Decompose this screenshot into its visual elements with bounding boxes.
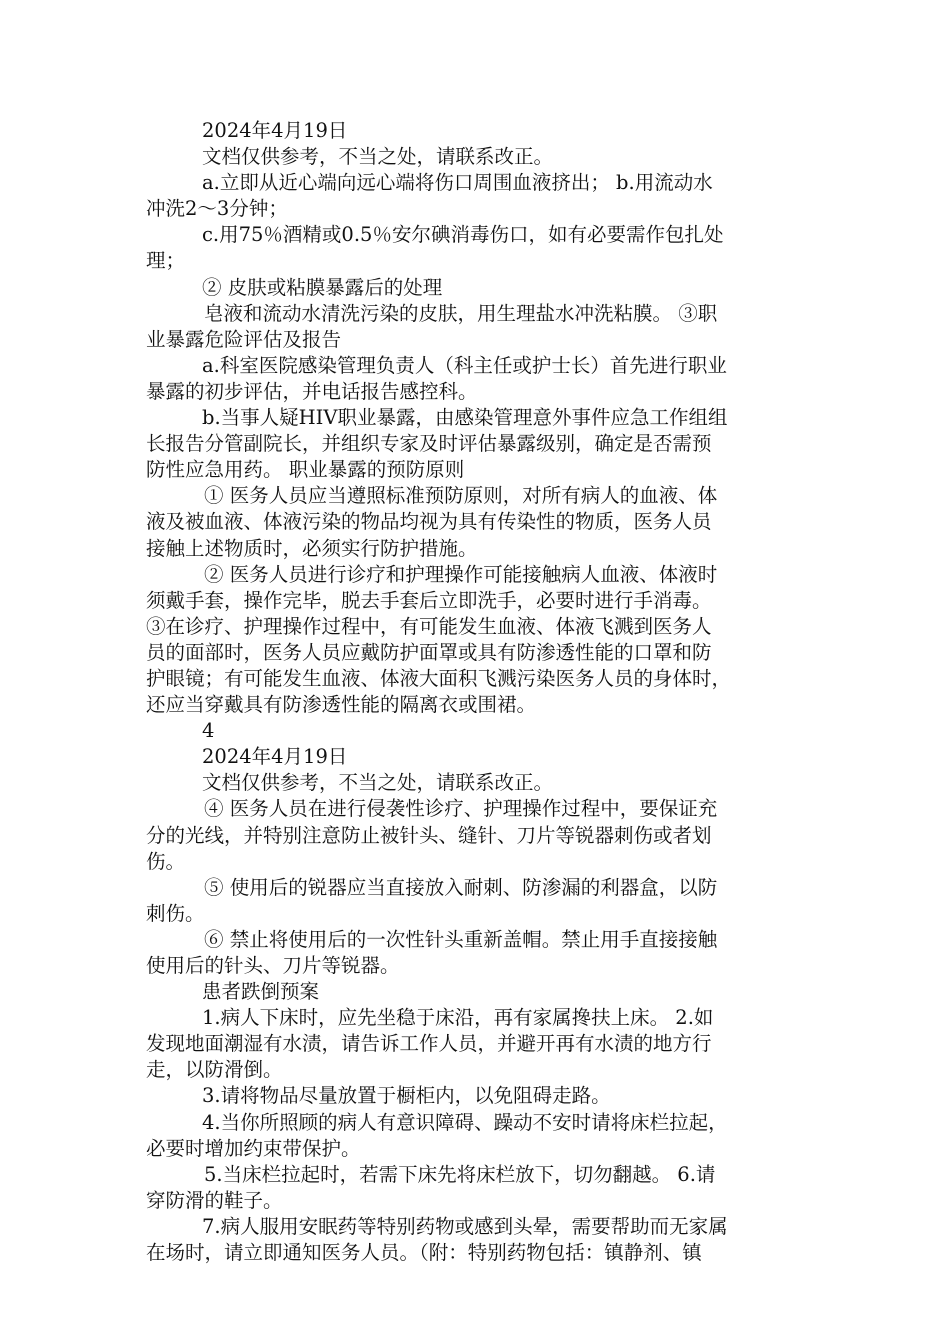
text-line: 冲洗2～3分钟； bbox=[146, 197, 288, 221]
text-line: 文档仅供参考，不当之处，请联系改正。 bbox=[202, 771, 554, 795]
text-line: a.科室医院感染管理负责人（科主任或护士长）首先进行职业 bbox=[202, 353, 727, 377]
text-line: ⑤ 使用后的锐器应当直接放入耐刺、防渗漏的利器盒，以防 bbox=[204, 875, 718, 899]
text-line: 员的面部时，医务人员应戴防护面罩或具有防渗透性能的口罩和防 bbox=[146, 640, 712, 664]
text-line: 还应当穿戴具有防渗透性能的隔离衣或围裙。 bbox=[146, 693, 537, 717]
text-line: b.当事人疑HIV职业暴露，由感染管理意外事件应急工作组组 bbox=[202, 406, 728, 430]
text-line: 穿防滑的鞋子。 bbox=[146, 1188, 283, 1212]
text-line: 4.当你所照顾的病人有意识障碍、躁动不安时请将床栏拉起， bbox=[202, 1110, 728, 1134]
text-line: ⑥ 禁止将使用后的一次性针头重新盖帽。禁止用手直接接触 bbox=[204, 927, 718, 951]
text-line: 4 bbox=[202, 719, 215, 743]
text-line: 5.当床栏拉起时，若需下床先将床栏放下，切勿翻越。 6.请 bbox=[204, 1162, 716, 1186]
text-line: 3.请将物品尽量放置于橱柜内，以免阻碍走路。 bbox=[202, 1084, 611, 1108]
text-line: 发现地面潮湿有水渍，请告诉工作人员，并避开再有水渍的地方行 bbox=[146, 1032, 712, 1056]
text-line: 防性应急用药。 职业暴露的预防原则 bbox=[146, 458, 465, 482]
text-line: 须戴手套，操作完毕，脱去手套后立即洗手，必要时进行手消毒。 bbox=[146, 588, 712, 612]
text-line: ② 皮肤或粘膜暴露后的处理 bbox=[202, 275, 443, 299]
text-line: 必要时增加约束带保护。 bbox=[146, 1136, 361, 1160]
text-line: 患者跌倒预案 bbox=[202, 980, 320, 1004]
text-line: 2024年4月19日 bbox=[202, 745, 348, 769]
text-line: ② 医务人员进行诊疗和护理操作可能接触病人血液、体液时 bbox=[204, 562, 718, 586]
text-line: 长报告分管副院长，并组织专家及时评估暴露级别，确定是否需预 bbox=[146, 432, 712, 456]
text-line: 暴露的初步评估，并电话报告感控科。 bbox=[146, 379, 478, 403]
text-line: 走，以防滑倒。 bbox=[146, 1058, 283, 1082]
text-line: 接触上述物质时，必须实行防护措施。 bbox=[146, 536, 478, 560]
text-line: 在场时，请立即通知医务人员。（附：特别药物包括：镇静剂、镇 bbox=[146, 1241, 702, 1265]
text-line: 刺伤。 bbox=[146, 901, 205, 925]
text-line: a.立即从近心端向远心端将伤口周围血液挤出； b.用流动水 bbox=[202, 171, 713, 195]
text-line: ① 医务人员应当遵照标准预防原则，对所有病人的血液、体 bbox=[204, 484, 718, 508]
text-line: ③在诊疗、护理操作过程中，有可能发生血液、体液飞溅到医务人 bbox=[146, 614, 712, 638]
text-line: 分的光线，并特别注意防止被针头、缝针、刀片等锐器刺伤或者划 bbox=[146, 823, 712, 847]
text-line: 液及被血液、体液污染的物品均视为具有传染性的物质，医务人员 bbox=[146, 510, 712, 534]
text-line: 皂液和流动水清洗污染的皮肤，用生理盐水冲洗粘膜。 ③职 bbox=[204, 301, 718, 325]
text-line: 使用后的针头、刀片等锐器。 bbox=[146, 954, 400, 977]
text-line: 护眼镜；有可能发生血液、体液大面积飞溅污染医务人员的身体时， bbox=[146, 666, 732, 690]
text-line: 业暴露危险评估及报告 bbox=[146, 327, 342, 351]
document-page bbox=[146, 118, 814, 1266]
text-line: 伤。 bbox=[146, 849, 186, 873]
text-line: ④ 医务人员在进行侵袭性诊疗、护理操作过程中，要保证充 bbox=[204, 797, 718, 821]
text-line: c.用75％酒精或0.5％安尔碘消毒伤口，如有必要需作包扎处 bbox=[202, 223, 724, 247]
text-line: 7.病人服用安眠药等特别药物或感到头晕，需要帮助而无家属 bbox=[202, 1214, 728, 1238]
text-line: 文档仅供参考，不当之处，请联系改正。 bbox=[202, 145, 554, 169]
text-line: 1.病人下床时，应先坐稳于床沿，再有家属搀扶上床。 2.如 bbox=[202, 1006, 714, 1030]
text-line: 理； bbox=[146, 249, 186, 273]
text-line: 2024年4月19日 bbox=[202, 119, 348, 142]
